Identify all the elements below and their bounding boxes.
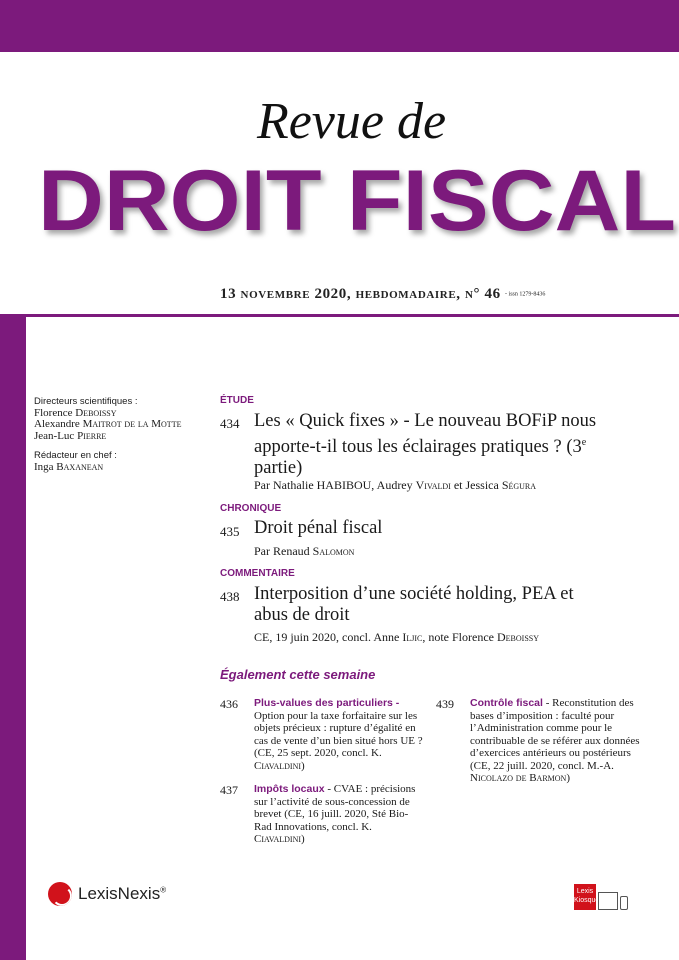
top-color-band [0,0,679,52]
title-revue-de: Revue de [256,93,447,150]
editor-name: Inga Baxanean [34,460,104,473]
lexisnexis-wordmark: LexisNexis® [78,884,167,903]
article-title-435[interactable]: Droit pénal fiscal [254,518,383,538]
article-number-434: 434 [220,416,240,431]
title-droit-fiscal: DROIT FISCAL [38,153,677,249]
issue-date: 13 novembre 2020, hebdomadaire, n° 46 [220,286,501,302]
article-author-438: CE, 19 juin 2020, concl. Anne Iljic, note Florence Deboissy [254,630,539,644]
director-3: Jean-Luc Pierre [34,429,107,442]
brief-436[interactable]: Plus-values des particuliers - Option pour la taxe forfaitaire sur les objets précieux : rupture d’égalité en cas de vente d’un bien situé hors UE ? (CE, 25 sept. 2020, concl. K. Ciavaldini) [254,697,423,772]
brief-number-439: 439 [436,697,454,711]
director-1: Florence Deboissy [34,406,117,419]
article-number-438: 438 [220,589,240,604]
issn: - issn 1279-8436 [505,291,546,298]
also-this-week-heading: Également cette semaine [220,667,376,682]
brief-number-437: 437 [220,783,238,797]
article-author-435: Par Renaud Salomon [254,544,355,558]
phone-icon [620,896,628,910]
brief-439[interactable]: Contrôle fiscal - Reconstitution des bases d’imposition : faculté pour l’Administration comme pour le contribuable de se référer aux données d’exercices antérieurs ou postérieurs (CE, 22 juill. 2020, concl. M.-A. Nicolazo de Barmon) [470,697,640,784]
lexis-kiosque-book-icon: Lexis Kiosque [574,884,596,910]
editor-label: Rédacteur en chef : [34,450,117,461]
issue-line [220,286,545,303]
directors-label: Directeurs scientifiques : [34,396,138,407]
section-label-commentaire: COMMENTAIRE [220,568,295,579]
brief-number-436: 436 [220,697,238,711]
tablet-icon [598,892,618,910]
director-2: Alexandre Maitrot de la Motte [34,418,182,430]
section-label-etude: ÉTUDE [220,395,254,406]
lexisnexis-mark-icon [48,882,72,906]
brief-437[interactable]: Impôts locaux - CVAE : précisions sur l’activité de sous-concession de brevet (CE, 16 juill. 2020, Sté Bio-Rad Innovations, concl. K. Ciavaldini) [254,783,416,845]
lexis-kiosque-logo [574,884,628,910]
article-title-438[interactable]: Interposition d’une société holding, PEA et abus de droit [254,584,574,625]
editorial-credits [34,396,214,473]
article-title-434[interactable]: Les « Quick fixes » - Le nouveau BOFiP nous apporte-t-il tous les éclairages pratiques ? (3e partie) [254,411,597,479]
left-color-band [0,316,26,960]
article-author-434: Par Nathalie HABIBOU, Audrey Vivaldi et Jessica Ségura [254,478,537,492]
header-rule [0,314,679,317]
lexisnexis-logo [48,882,166,906]
article-number-435: 435 [220,524,240,539]
section-label-chronique: CHRONIQUE [220,503,282,514]
